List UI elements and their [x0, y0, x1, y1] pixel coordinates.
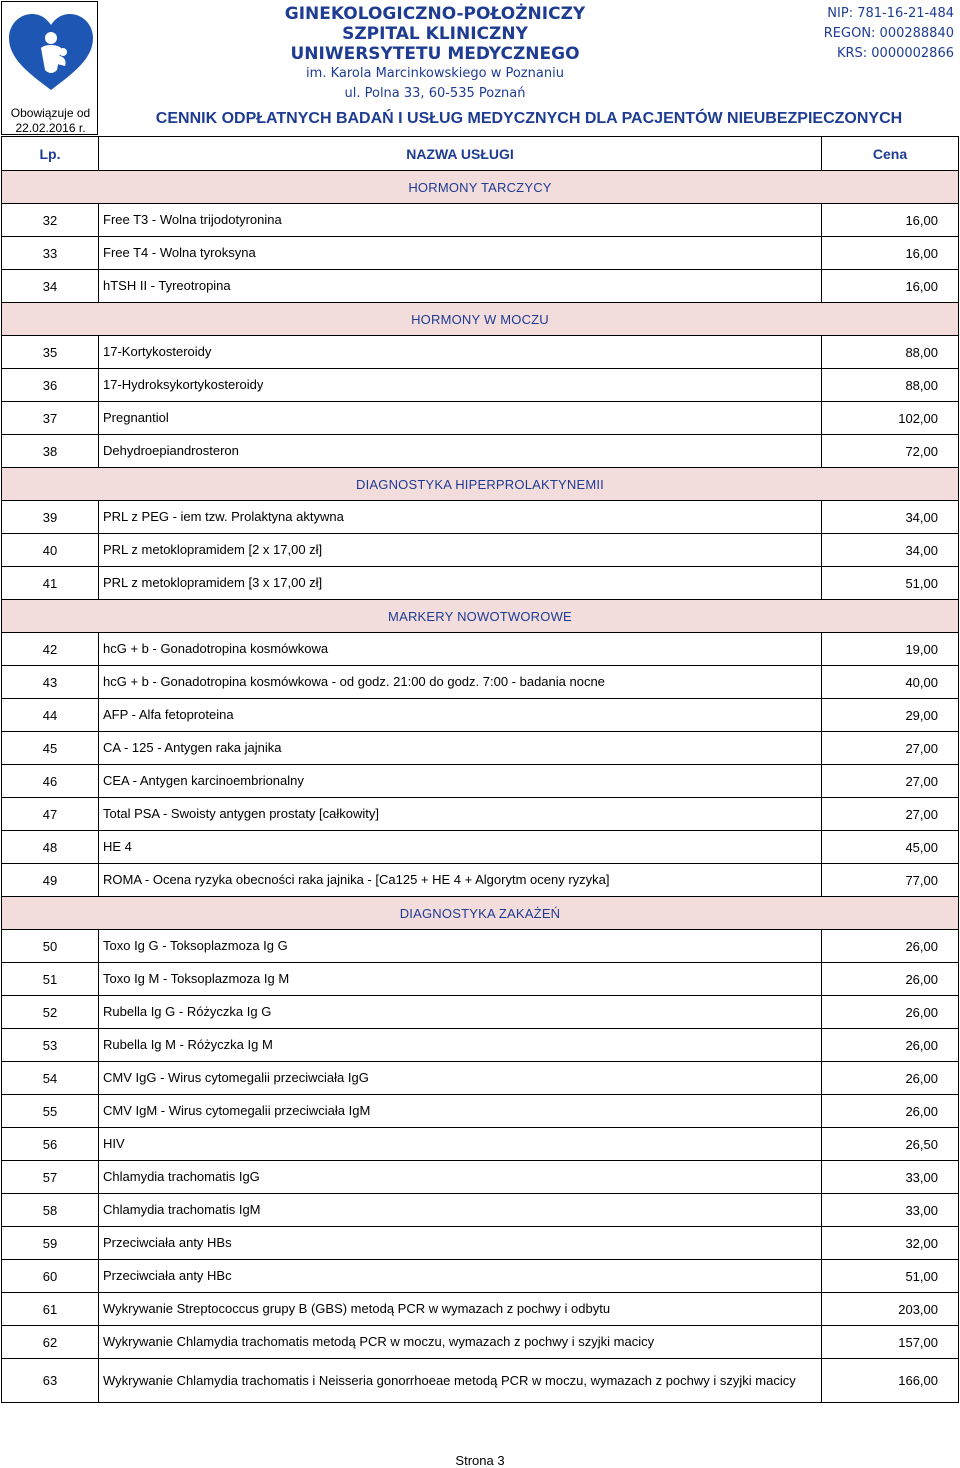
logo-cell — [1, 1, 98, 135]
service-name: HE 4 — [99, 831, 822, 864]
regon-number: REGON: 000288840 — [823, 26, 954, 41]
table-row — [2, 930, 959, 963]
service-name: PRL z metoklopramidem [3 x 17,00 zł] — [99, 567, 822, 600]
service-name: Free T4 - Wolna tyroksyna — [99, 237, 822, 270]
row-number: 32 — [2, 204, 99, 237]
service-price: 33,00 — [822, 1194, 959, 1227]
service-price: 26,00 — [822, 930, 959, 963]
table-row — [2, 996, 959, 1029]
section-title: MARKERY NOWOTWOROWE — [2, 600, 959, 633]
service-name: Rubella Ig M - Różyczka Ig M — [99, 1029, 822, 1062]
service-name: Wykrywanie Streptococcus grupy B (GBS) metodą PCR w wymazach z pochwy i odbytu — [99, 1293, 822, 1326]
hospital-heart-logo-icon — [7, 12, 95, 94]
table-row — [2, 369, 959, 402]
service-price: 157,00 — [822, 1326, 959, 1359]
hospital-name-line3: UNIWERSYTETU MEDYCZNEGO — [290, 44, 580, 64]
service-name: PRL z metoklopramidem [2 x 17,00 zł] — [99, 534, 822, 567]
service-name: Free T3 - Wolna trijodotyronina — [99, 204, 822, 237]
row-number: 40 — [2, 534, 99, 567]
service-price: 26,00 — [822, 996, 959, 1029]
service-price: 27,00 — [822, 732, 959, 765]
service-price: 102,00 — [822, 402, 959, 435]
service-name: ROMA - Ocena ryzyka obecności raka jajnika - [Ca125 + HE 4 + Algorytm oceny ryzyka] — [99, 864, 822, 897]
hospital-street: ul. Polna 33, 60-535 Poznań — [344, 86, 526, 101]
table-row — [2, 1227, 959, 1260]
table-row — [2, 765, 959, 798]
service-price: 40,00 — [822, 666, 959, 699]
table-row — [2, 270, 959, 303]
row-number: 44 — [2, 699, 99, 732]
table-body — [2, 171, 959, 1403]
table-row — [2, 1359, 959, 1403]
table-row — [2, 1194, 959, 1227]
registration-numbers — [824, 4, 954, 64]
service-price: 16,00 — [822, 270, 959, 303]
table-row — [2, 798, 959, 831]
service-price: 26,00 — [822, 1095, 959, 1128]
service-price: 19,00 — [822, 633, 959, 666]
table-row — [2, 732, 959, 765]
service-name: CA - 125 - Antygen raka jajnika — [99, 732, 822, 765]
row-number: 49 — [2, 864, 99, 897]
service-price: 166,00 — [822, 1359, 959, 1403]
row-number: 50 — [2, 930, 99, 963]
page-number: Strona 3 — [455, 1453, 505, 1468]
row-number: 53 — [2, 1029, 99, 1062]
table-row — [2, 633, 959, 666]
table-row — [2, 1062, 959, 1095]
row-number: 42 — [2, 633, 99, 666]
row-number: 54 — [2, 1062, 99, 1095]
service-price: 29,00 — [822, 699, 959, 732]
service-name: Wykrywanie Chlamydia trachomatis i Neisseria gonorrhoeae metodą PCR w moczu, wymazach z pochwy i szyjki macicy — [99, 1359, 822, 1403]
table-row — [2, 501, 959, 534]
table-row — [2, 831, 959, 864]
section-header-row — [2, 171, 959, 204]
row-number: 36 — [2, 369, 99, 402]
service-price: 45,00 — [822, 831, 959, 864]
service-price: 16,00 — [822, 237, 959, 270]
service-price: 32,00 — [822, 1227, 959, 1260]
service-name: Dehydroepiandrosteron — [99, 435, 822, 468]
service-name: Przeciwciała anty HBs — [99, 1227, 822, 1260]
section-title: DIAGNOSTYKA HIPERPROLAKTYNEMII — [2, 468, 959, 501]
row-number: 55 — [2, 1095, 99, 1128]
effective-date-block — [2, 106, 99, 136]
table-row — [2, 435, 959, 468]
row-number: 46 — [2, 765, 99, 798]
table-row — [2, 534, 959, 567]
service-name: HIV — [99, 1128, 822, 1161]
nip-number: NIP: 781-16-21-484 — [827, 6, 954, 21]
row-number: 35 — [2, 336, 99, 369]
row-number: 38 — [2, 435, 99, 468]
table-row — [2, 237, 959, 270]
service-price: 34,00 — [822, 501, 959, 534]
row-number: 57 — [2, 1161, 99, 1194]
service-name: AFP - Alfa fetoproteina — [99, 699, 822, 732]
service-name: CMV IgG - Wirus cytomegalii przeciwciała IgG — [99, 1062, 822, 1095]
hospital-name-line2: SZPITAL KLINICZNY — [342, 24, 528, 44]
service-price: 26,50 — [822, 1128, 959, 1161]
row-number: 43 — [2, 666, 99, 699]
section-header-row — [2, 468, 959, 501]
service-name: hTSH II - Tyreotropina — [99, 270, 822, 303]
service-name: hcG + b - Gonadotropina kosmówkowa — [99, 633, 822, 666]
hospital-name-line1: GINEKOLOGICZNO-POŁOŻNICZY — [284, 4, 586, 24]
service-name: CMV IgM - Wirus cytomegalii przeciwciała IgM — [99, 1095, 822, 1128]
service-price: 27,00 — [822, 798, 959, 831]
service-name: Toxo Ig M - Toksoplazmoza Ig M — [99, 963, 822, 996]
section-header-row — [2, 303, 959, 336]
row-number: 34 — [2, 270, 99, 303]
service-name: Przeciwciała anty HBc — [99, 1260, 822, 1293]
service-price: 51,00 — [822, 1260, 959, 1293]
row-number: 37 — [2, 402, 99, 435]
hospital-address — [100, 64, 770, 104]
table-row — [2, 1260, 959, 1293]
row-number: 61 — [2, 1293, 99, 1326]
krs-number: KRS: 0000002866 — [836, 46, 954, 61]
row-number: 48 — [2, 831, 99, 864]
price-table — [1, 136, 959, 1403]
table-row — [2, 1029, 959, 1062]
row-number: 60 — [2, 1260, 99, 1293]
table-row — [2, 1128, 959, 1161]
table-row — [2, 864, 959, 897]
service-name: Chlamydia trachomatis IgM — [99, 1194, 822, 1227]
row-number: 51 — [2, 963, 99, 996]
col-header-no: Lp. — [2, 137, 99, 171]
row-number: 45 — [2, 732, 99, 765]
service-price: 72,00 — [822, 435, 959, 468]
service-name: Rubella Ig G - Różyczka Ig G — [99, 996, 822, 1029]
service-price: 26,00 — [822, 1062, 959, 1095]
table-row — [2, 402, 959, 435]
row-number: 58 — [2, 1194, 99, 1227]
table-header-row — [2, 137, 959, 171]
document-header — [0, 0, 960, 136]
service-name: 17-Hydroksykortykosteroidy — [99, 369, 822, 402]
service-price: 77,00 — [822, 864, 959, 897]
row-number: 62 — [2, 1326, 99, 1359]
table-row — [2, 1095, 959, 1128]
service-price: 203,00 — [822, 1293, 959, 1326]
service-name: PRL z PEG - iem tzw. Prolaktyna aktywna — [99, 501, 822, 534]
service-name: Total PSA - Swoisty antygen prostaty [całkowity] — [99, 798, 822, 831]
service-name: Toxo Ig G - Toksoplazmoza Ig G — [99, 930, 822, 963]
table-row — [2, 1293, 959, 1326]
service-price: 88,00 — [822, 369, 959, 402]
section-title: HORMONY TARCZYCY — [2, 171, 959, 204]
section-title: DIAGNOSTYKA ZAKAŻEŃ — [2, 897, 959, 930]
hospital-name — [100, 4, 770, 64]
effective-label: Obowiązuje od — [10, 106, 91, 120]
row-number: 47 — [2, 798, 99, 831]
table-row — [2, 204, 959, 237]
row-number: 59 — [2, 1227, 99, 1260]
section-header-row — [2, 897, 959, 930]
service-name: Chlamydia trachomatis IgG — [99, 1161, 822, 1194]
effective-date: 22.02.2016 r. — [15, 121, 86, 135]
service-price: 26,00 — [822, 963, 959, 996]
service-name: 17-Kortykosteroidy — [99, 336, 822, 369]
row-number: 39 — [2, 501, 99, 534]
row-number: 33 — [2, 237, 99, 270]
service-price: 34,00 — [822, 534, 959, 567]
service-price: 16,00 — [822, 204, 959, 237]
service-price: 88,00 — [822, 336, 959, 369]
table-row — [2, 1161, 959, 1194]
hospital-patron: im. Karola Marcinkowskiego w Poznaniu — [306, 66, 564, 81]
service-price: 27,00 — [822, 765, 959, 798]
table-row — [2, 1326, 959, 1359]
table-row — [2, 666, 959, 699]
table-row — [2, 963, 959, 996]
row-number: 41 — [2, 567, 99, 600]
service-name: CEA - Antygen karcinoembrionalny — [99, 765, 822, 798]
section-header-row — [2, 600, 959, 633]
service-price: 26,00 — [822, 1029, 959, 1062]
service-name: Wykrywanie Chlamydia trachomatis metodą PCR w moczu, wymazach z pochwy i szyjki macicy — [99, 1326, 822, 1359]
document-title: CENNIK ODPŁATNYCH BADAŃ I USŁUG MEDYCZNYCH DLA PACJENTÓW NIEUBEZPIECZONYCH — [155, 110, 903, 127]
row-number: 63 — [2, 1359, 99, 1403]
table-row — [2, 336, 959, 369]
table-row — [2, 699, 959, 732]
service-price: 51,00 — [822, 567, 959, 600]
service-name: Pregnantiol — [99, 402, 822, 435]
col-header-name: NAZWA USŁUGI — [99, 137, 822, 171]
table-row — [2, 567, 959, 600]
section-title: HORMONY W MOCZU — [2, 303, 959, 336]
row-number: 56 — [2, 1128, 99, 1161]
service-price: 33,00 — [822, 1161, 959, 1194]
row-number: 52 — [2, 996, 99, 1029]
service-name: hcG + b - Gonadotropina kosmówkowa - od godz. 21:00 do godz. 7:00 - badania nocne — [99, 666, 822, 699]
col-header-price: Cena — [822, 137, 959, 171]
